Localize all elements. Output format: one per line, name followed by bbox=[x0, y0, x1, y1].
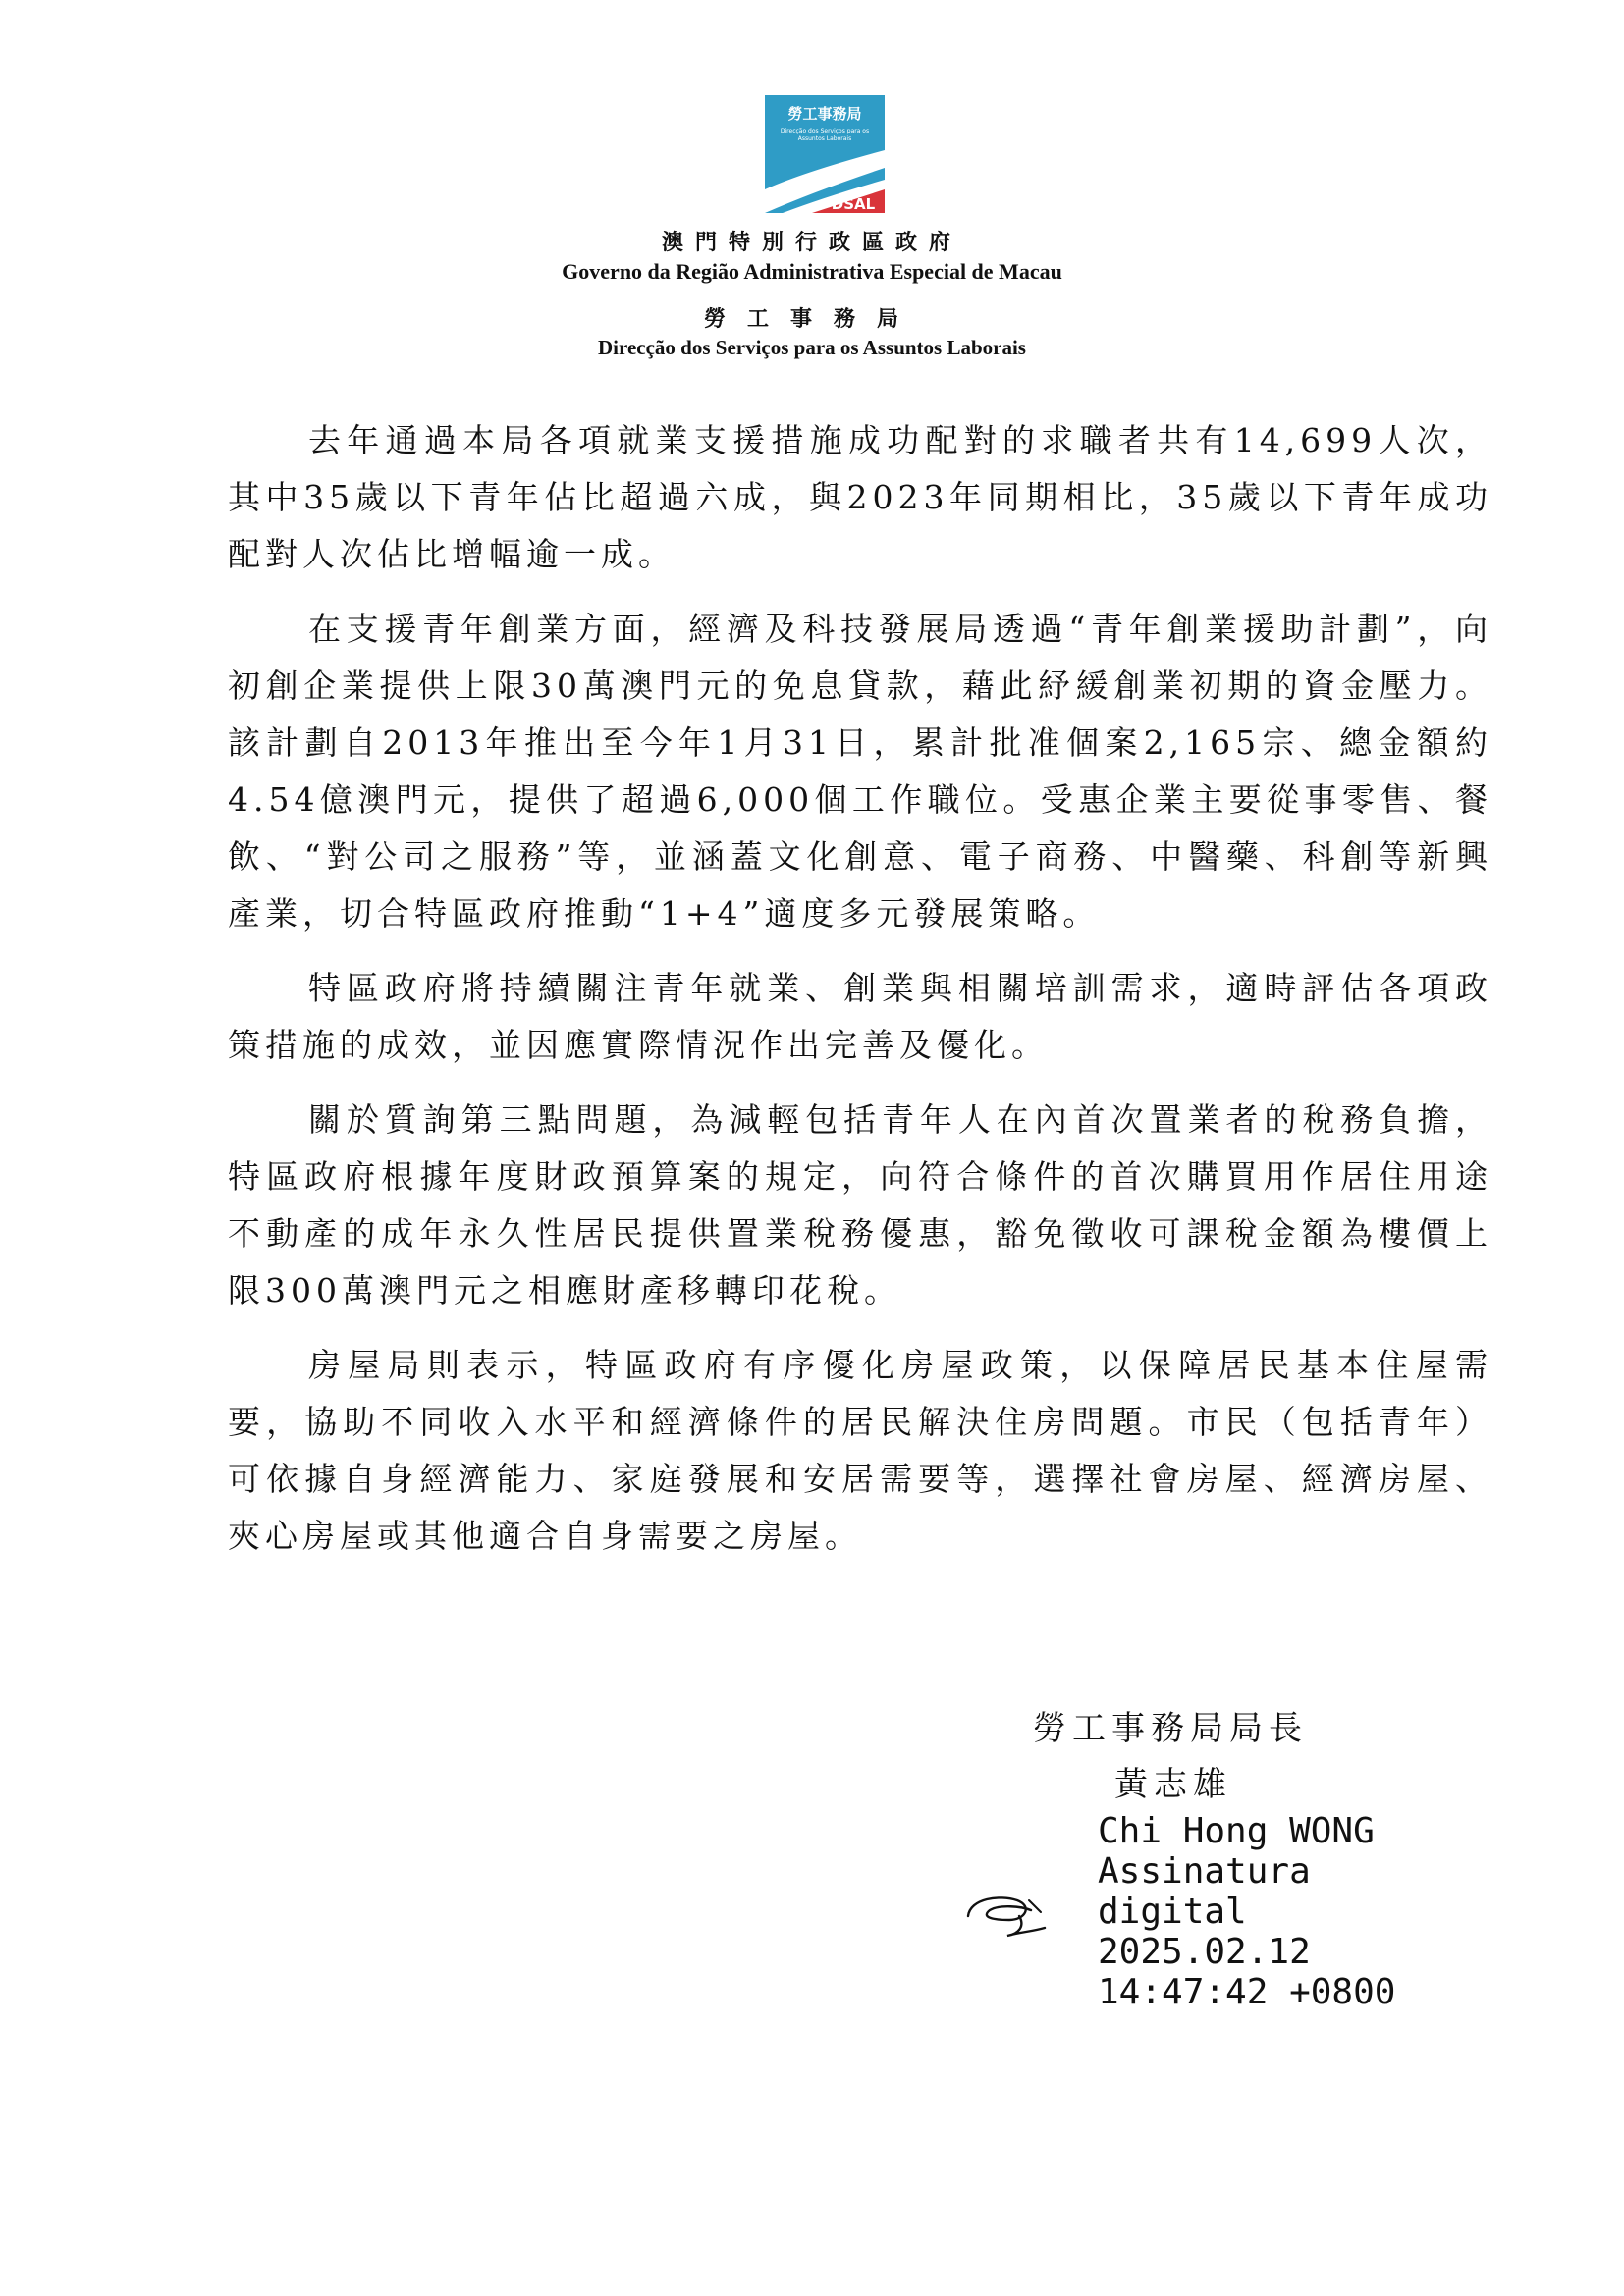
handwritten-signature-icon bbox=[960, 1877, 1058, 1946]
dsal-logo-graphic bbox=[765, 95, 885, 213]
digital-signature-stamp bbox=[1098, 1811, 1395, 2012]
paragraph-stamp-duty: 關於質詢第三點問題，為減輕包括青年人在內首次置業者的稅務負擔，特區政府根據年度財政預算案的規定，向符合條件的首次購買用作居住用途不動產的成年永久性居民提供置業稅務優惠，豁免徵收可課稅金額為樓價上限300萬澳門元之相應財產移轉印花稅。 bbox=[228, 1100, 1492, 1309]
department-name-portuguese: Direcção dos Serviços para os Assuntos Laborais bbox=[598, 336, 1026, 359]
svg-text:勞工事務局: 勞工事務局 bbox=[787, 105, 862, 123]
digital-signer-name: Chi Hong WONG bbox=[1098, 1811, 1375, 1851]
svg-text:DSAL: DSAL bbox=[831, 195, 876, 213]
digital-signature-date: 2025.02.12 bbox=[1098, 1932, 1311, 1972]
paragraph-housing-policy: 房屋局則表示，特區政府有序優化房屋政策，以保障居民基本住屋需要，協助不同收入水平和經濟條件的居民解決住房問題。市民（包括青年）可依據自身經濟能力、家庭發展和安居需要等，選擇社會房屋、經濟房屋、夾心房屋或其他適合自身需要之房屋。 bbox=[228, 1346, 1492, 1555]
department-name-chinese: 勞工事務局 bbox=[703, 306, 920, 331]
signatory-title: 勞工事務局局長 bbox=[1033, 1709, 1308, 1748]
government-name-chinese: 澳門特別行政區政府 bbox=[661, 230, 962, 254]
digital-signature-label-2: digital bbox=[1098, 1892, 1247, 1932]
paragraph-youth-entrepreneurship: 在支援青年創業方面，經濟及科技發展局透過“青年創業援助計劃”，向初創企業提供上限30萬澳門元的免息貸款，藉此紓緩創業初期的資金壓力。該計劃自2013年推出至今年1月31日，累計批准個案2,165宗、總金額約4.54億澳門元，提供了超過6,000個工作職位。受惠企業主要從事零售、餐飲、“對公司之服務”等，並涵蓋文化創意、電子商務、中醫藥、科創等新興產業，切合特區政府推動“1+4”適度多元發展策略。 bbox=[228, 610, 1492, 933]
paragraph-policy-review: 特區政府將持續關注青年就業、創業與相關培訓需求，適時評估各項政策措施的成效，並因應實際情況作出完善及優化。 bbox=[228, 969, 1492, 1064]
paragraph-employment-matching: 去年通過本局各項就業支援措施成功配對的求職者共有14,699人次，其中35歲以下青年佔比超過六成，與2023年同期相比，35歲以下青年成功配對人次佔比增幅逾一成。 bbox=[228, 421, 1492, 573]
digital-signature-time: 14:47:42 +0800 bbox=[1098, 1972, 1396, 2012]
digital-signature-label: Assinatura bbox=[1098, 1851, 1311, 1892]
signatory-name: 黃志雄 bbox=[1114, 1765, 1232, 1804]
svg-text:Direcção dos Serviços para os: Direcção dos Serviços para os bbox=[780, 128, 870, 134]
government-name-portuguese: Governo da Região Administrativa Especial de Macau bbox=[562, 259, 1062, 284]
dsal-logo-icon bbox=[765, 95, 885, 213]
svg-text:Assuntos Laborais: Assuntos Laborais bbox=[797, 135, 852, 142]
signature-scribble bbox=[960, 1877, 1058, 1946]
letter-body bbox=[228, 412, 1492, 1582]
